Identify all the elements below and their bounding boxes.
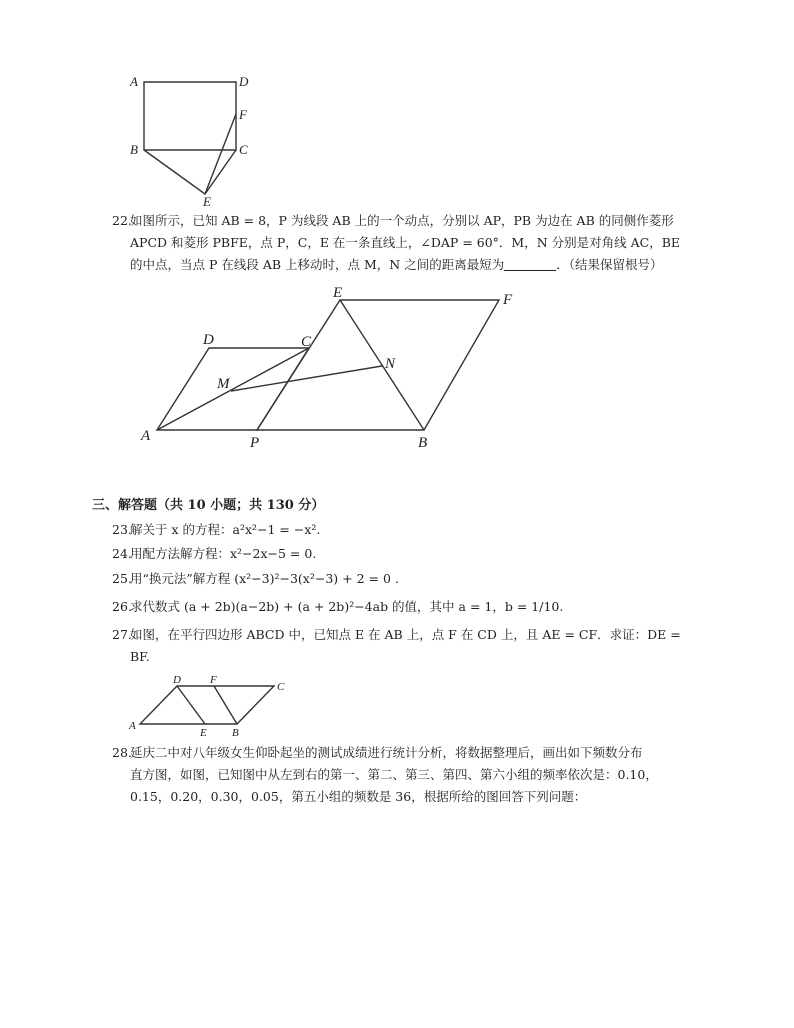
question-27 xyxy=(112,624,681,668)
question-number: 22. xyxy=(112,213,132,228)
question-number: 27. xyxy=(112,627,132,642)
label-d: D xyxy=(203,332,214,348)
question-25 xyxy=(112,568,399,590)
label-b: B xyxy=(130,142,138,157)
question-text: 如图，在平行四边形 ABCD 中，已知点 E 在 AB 上，点 F 在 CD 上，且 AE = CF．求证：DE = xyxy=(130,627,681,642)
question-number: 28. xyxy=(112,745,132,760)
label-e: E xyxy=(203,194,211,209)
question-number: 24. xyxy=(112,546,132,561)
label-f: F xyxy=(210,674,217,686)
label-d: D xyxy=(239,74,249,89)
rhombus-pbfe xyxy=(257,300,499,430)
question-22 xyxy=(112,210,680,276)
question-number: 23. xyxy=(112,522,132,537)
question-text: 的中点，当点 P 在线段 AB 上移动时，点 M，N 之间的距离最短为 xyxy=(130,257,505,272)
parallelogram-abcd xyxy=(140,686,274,724)
question-text: 用配方法解方程：x²−2x−5 = 0. xyxy=(130,546,317,561)
label-e: E xyxy=(333,285,343,301)
diagonal-ac xyxy=(157,348,309,430)
question-text: BF. xyxy=(130,649,150,664)
question-24 xyxy=(112,543,316,565)
segment-ef xyxy=(205,114,236,194)
question-26 xyxy=(112,596,563,618)
question-text: 如图所示，已知 AB = 8，P 为线段 AB 上的一个动点，分别以 AP，PB 为边在 AB 的同侧作菱形 xyxy=(130,213,674,228)
figure-square-triangle xyxy=(125,70,265,210)
answer-blank[interactable] xyxy=(504,257,556,271)
question-text: ．（结果保留根号） xyxy=(556,257,663,272)
label-a: A xyxy=(129,720,136,732)
label-n: N xyxy=(385,356,396,372)
question-text: 延庆二中对八年级女生仰卧起坐的测试成绩进行统计分析，将数据整理后，画出如下频数分布 xyxy=(130,745,643,760)
label-p: P xyxy=(250,435,260,451)
label-a: A xyxy=(141,428,151,444)
label-e: E xyxy=(200,727,207,738)
question-text: 求代数式 (a + 2b)(a−2b) + (a + 2b)²−4ab 的值，其中 a = 1，b = 1/10. xyxy=(130,599,564,614)
label-f: F xyxy=(503,292,513,308)
label-f: F xyxy=(239,107,247,122)
triangle-bec xyxy=(144,150,236,194)
question-text: 用“换元法”解方程 (x²−3)²−3(x²−3) + 2 = 0 . xyxy=(130,571,399,586)
question-28 xyxy=(112,742,658,808)
segment-bf xyxy=(214,686,237,724)
label-m: M xyxy=(217,376,230,392)
figure-parallelogram xyxy=(125,672,295,738)
label-a: A xyxy=(130,74,138,89)
diagonal-be xyxy=(340,300,424,430)
label-c: C xyxy=(239,142,248,157)
question-number: 25. xyxy=(112,571,132,586)
square-abcd xyxy=(144,82,236,150)
label-d: D xyxy=(173,674,181,686)
figure-two-rhombuses xyxy=(135,282,535,452)
question-text: APCD 和菱形 PBFE，点 P，C，E 在一条直线上，∠DAP = 60°．M，N 分别是对角线 AC，BE xyxy=(130,235,681,250)
question-number: 26. xyxy=(112,599,132,614)
label-b: B xyxy=(232,727,239,738)
label-c: C xyxy=(301,334,312,350)
label-b: B xyxy=(418,435,428,451)
segment-de xyxy=(177,686,205,724)
section-heading: 三、解答题（共 10 小题；共 130 分） xyxy=(92,498,325,513)
question-text: 解关于 x 的方程：a²x²−1 = −x². xyxy=(130,522,321,537)
question-text: 直方图，如图，已知图中从左到右的第一、第二、第三、第四、第六小组的频率依次是：0.10， xyxy=(130,767,658,782)
label-c: C xyxy=(277,681,285,693)
question-23 xyxy=(112,519,320,541)
question-text: 0.15，0.20，0.30，0.05，第五小组的频数是 36，根据所给的图回答下列问题： xyxy=(130,789,587,804)
